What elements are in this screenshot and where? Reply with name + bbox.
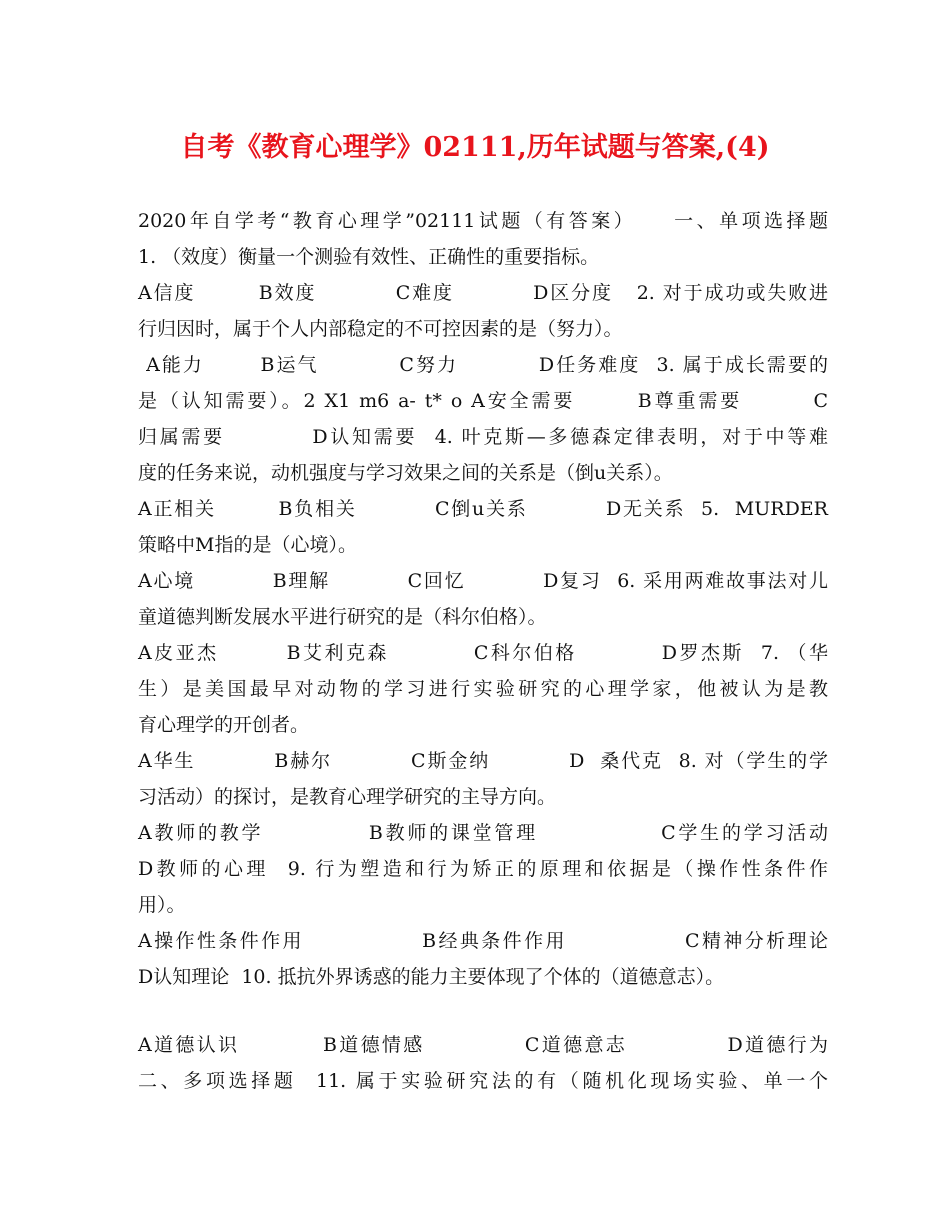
text-line: A信度 B效度 C难度 D区分度 2. 对于成功或失败进 xyxy=(138,282,828,304)
text-line: D教师的心理 9. 行为塑造和行为矫正的原理和依据是（操作性条件作 xyxy=(138,858,828,880)
text-line: A正相关 B负相关 C倒u关系 D无关系 5. MURDER xyxy=(138,498,828,520)
text-line: 归属需要 D认知需要 4. 叶克斯—多德森定律表明，对于中等难 xyxy=(138,426,828,448)
document-title: 自考《教育心理学》02111,历年试题与答案,(4) xyxy=(180,132,770,163)
text-line: D认知理论 10. 抵抗外界诱惑的能力主要体现了个体的（道德意志）。 xyxy=(138,966,725,988)
text-line: 育心理学的开创者。 xyxy=(138,714,310,736)
document-body xyxy=(138,203,828,1099)
text-line: 是（认知需要）。2 X1 m6 a- t* o A安全需要 B尊重需要 C xyxy=(138,390,828,412)
text-line: 二、多项选择题 11. 属于实验研究法的有（随机化现场实验、单一个 xyxy=(138,1070,828,1092)
text-line: 习活动）的探讨，是教育心理学研究的主导方向。 xyxy=(138,786,557,808)
text-line: A华生 B赫尔 C斯金纳 D 桑代克 8. 对（学生的学 xyxy=(138,750,828,772)
text-line: 用）。 xyxy=(138,894,186,916)
paragraph-gap xyxy=(138,995,828,1027)
text-line: 策略中M指的是（心境）。 xyxy=(138,534,357,556)
text-line: A操作性条件作用 B经典条件作用 C精神分析理论 xyxy=(138,930,828,952)
text-line: A能力 B运气 C努力 D任务难度 3. 属于成长需要的 xyxy=(138,354,828,376)
text-line: 度的任务来说，动机强度与学习效果之间的关系是（倒u关系）。 xyxy=(138,462,673,484)
text-line: A心境 B理解 C回忆 D复习 6. 采用两难故事法对儿 xyxy=(138,570,828,592)
text-line: 行归因时，属于个人内部稳定的不可控因素的是（努力）。 xyxy=(138,318,623,340)
text-line: 生）是美国最早对动物的学习进行实验研究的心理学家，他被认为是教 xyxy=(138,678,828,700)
text-line: A教师的教学 B教师的课堂管理 C学生的学习活动 xyxy=(138,822,828,844)
text-line: A道德认识 B道德情感 C道德意志 D道德行为 xyxy=(138,1034,828,1056)
text-line: 2020年自学考“教育心理学”02111试题（有答案） 一、单项选择题 xyxy=(138,210,828,232)
text-line: 1. （效度）衡量一个测验有效性、正确性的重要指标。 xyxy=(138,246,600,268)
text-line: 童道德判断发展水平进行研究的是（科尔伯格）。 xyxy=(138,606,547,628)
text-line: A皮亚杰 B艾利克森 C科尔伯格 D罗杰斯 7. （华 xyxy=(138,642,828,664)
